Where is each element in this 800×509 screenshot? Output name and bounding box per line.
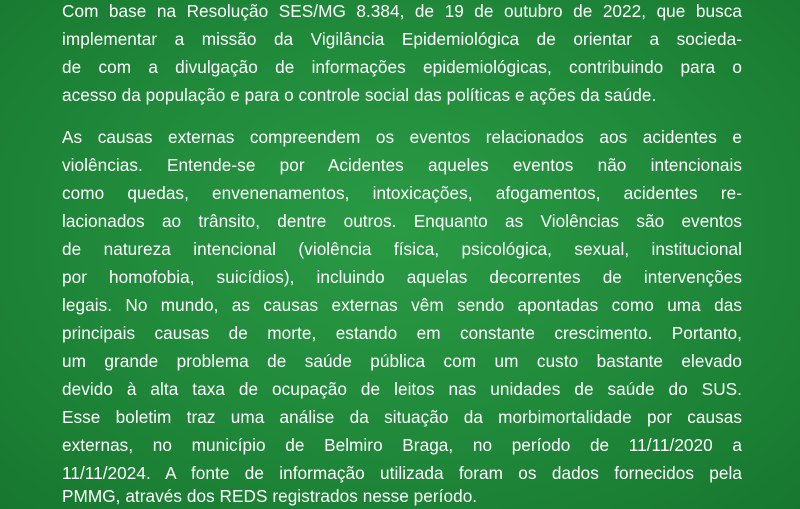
paragraph-line: Esse boletim traz uma análise da situação da morbimortalidade por causas <box>62 407 742 427</box>
paragraph-line: de natureza intencional (violência física, psicológica, sexual, institucional <box>62 239 742 259</box>
paragraph-line: As causas externas compreendem os eventos relacionados aos acidentes e <box>62 127 742 147</box>
paragraph-line: 11/11/2024. A fonte de informação utilizada foram os dados fornecidos pela <box>62 463 742 483</box>
paragraph-line: legais. No mundo, as causas externas vêm sendo apontadas como uma das <box>62 295 742 315</box>
paragraph-line: PMMG, através dos REDS registrados nesse período. <box>62 486 478 506</box>
paragraph-line: um grande problema de saúde pública com um custo bastante elevado <box>62 351 742 371</box>
paragraph-line: como quedas, envenenamentos, intoxicações, afogamentos, acidentes re- <box>62 183 742 203</box>
paragraph-line: Com base na Resolução SES/MG 8.384, de 19 de outubro de 2022, que busca <box>62 1 742 21</box>
paragraph-line: lacionados ao trânsito, dentre outros. Enquanto as Violências são eventos <box>62 211 742 231</box>
paragraph-line: violências. Entende-se por Acidentes aqueles eventos não intencionais <box>62 155 742 175</box>
paragraph-line: implementar a missão da Vigilância Epidemiológica de orientar a socieda- <box>62 29 742 49</box>
paragraph-line: externas, no município de Belmiro Braga, no período de 11/11/2020 a <box>62 435 742 455</box>
paragraph-line: de com a divulgação de informações epidemiológicas, contribuindo para o <box>62 57 742 77</box>
paragraph-line: por homofobia, suicídios), incluindo aquelas decorrentes de intervenções <box>62 267 742 287</box>
paragraph-line: acesso da população e para o controle social das políticas e ações da saúde. <box>62 85 657 105</box>
paragraph-line: principais causas de morte, estando em constante crescimento. Portanto, <box>62 323 742 343</box>
paragraph-line: devido à alta taxa de ocupação de leitos nas unidades de saúde do SUS. <box>62 379 742 399</box>
